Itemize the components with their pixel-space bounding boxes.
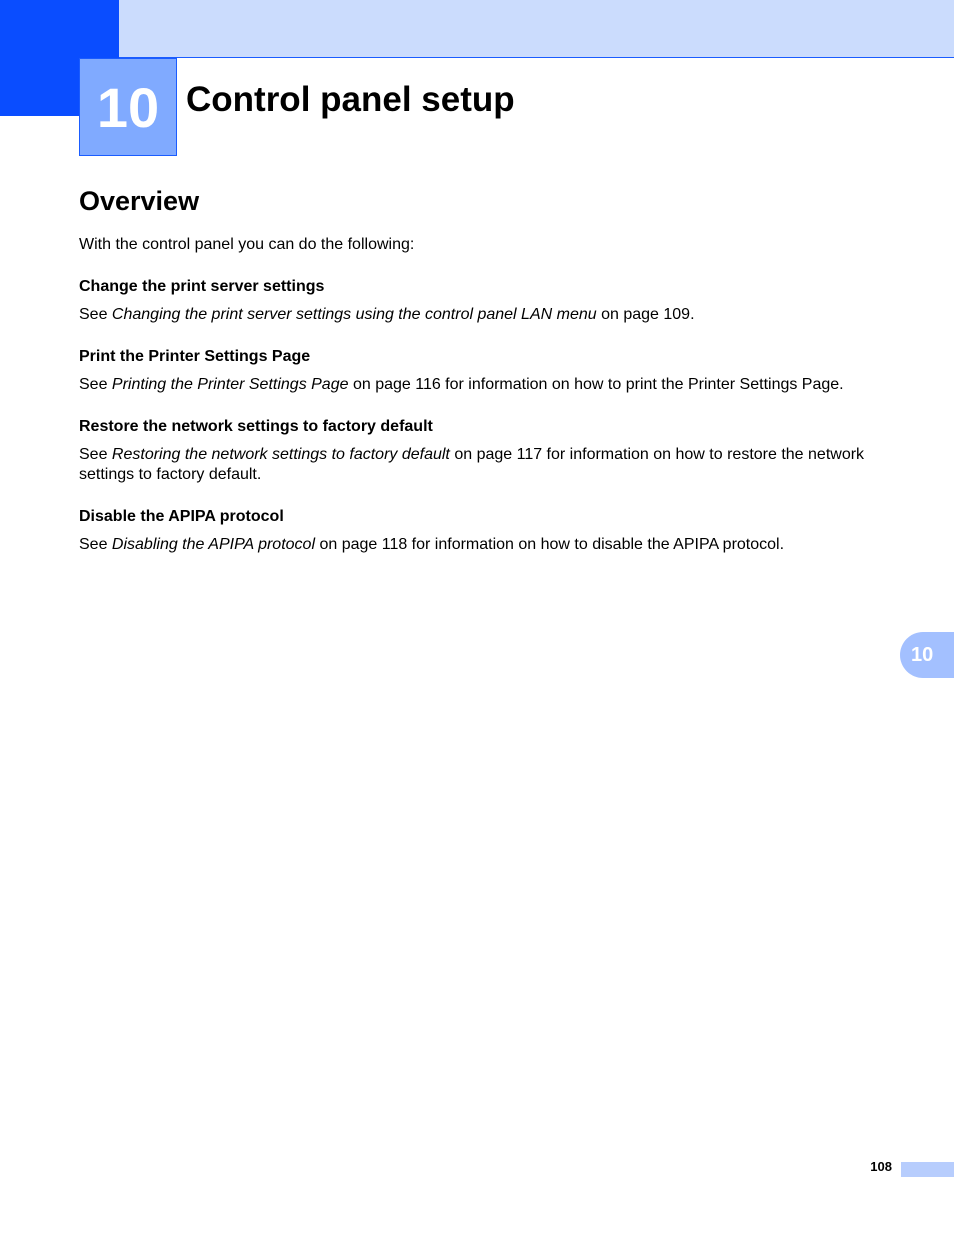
page-number: 108: [870, 1159, 892, 1174]
item-text: [79, 375, 909, 395]
item-text: [79, 535, 909, 555]
item-text-suffix: on page 116 for information on how to print the Printer Settings Page.: [348, 376, 844, 393]
item-text-prefix: See: [79, 536, 112, 553]
section-heading-overview: Overview: [79, 186, 200, 216]
item-title: Change the print server settings: [79, 278, 325, 295]
cross-reference-link[interactable]: Printing the Printer Settings Page: [111, 376, 349, 393]
list-item: [79, 507, 909, 555]
item-title: Restore the network settings to factory default: [79, 418, 433, 435]
item-title: Print the Printer Settings Page: [79, 348, 311, 365]
chapter-number-box: [79, 58, 177, 156]
item-text: [79, 445, 909, 485]
cross-reference-link[interactable]: Restoring the network settings to factory default: [111, 446, 450, 463]
item-text-prefix: See: [79, 306, 112, 323]
cross-reference-link[interactable]: Disabling the APIPA protocol: [111, 536, 315, 553]
item-text-prefix: See: [79, 446, 112, 463]
chapter-side-tab[interactable]: [900, 632, 954, 678]
cross-reference-link[interactable]: Changing the print server settings using the control panel LAN menu: [111, 306, 597, 323]
item-text-suffix: on page 118 for information on how to disable the APIPA protocol.: [315, 536, 785, 553]
chapter-side-tab-label: 10: [911, 644, 934, 666]
list-item: [79, 347, 909, 395]
chapter-title: Control panel setup: [186, 80, 515, 119]
item-text-suffix: on page 109.: [596, 306, 695, 323]
item-title: Disable the APIPA protocol: [79, 508, 284, 525]
header-band: [119, 0, 954, 58]
list-item: [79, 417, 909, 485]
intro-text: With the control panel you can do the following:: [79, 236, 415, 253]
item-text-prefix: See: [79, 376, 112, 393]
chapter-number: 10: [96, 76, 160, 139]
footer-bar: [901, 1162, 954, 1177]
list-item: [79, 277, 909, 325]
item-text-suffix: on page 117 for information on how to restore the network settings to factory default.: [79, 446, 865, 483]
item-text: [79, 305, 909, 325]
page-content: [79, 183, 909, 555]
